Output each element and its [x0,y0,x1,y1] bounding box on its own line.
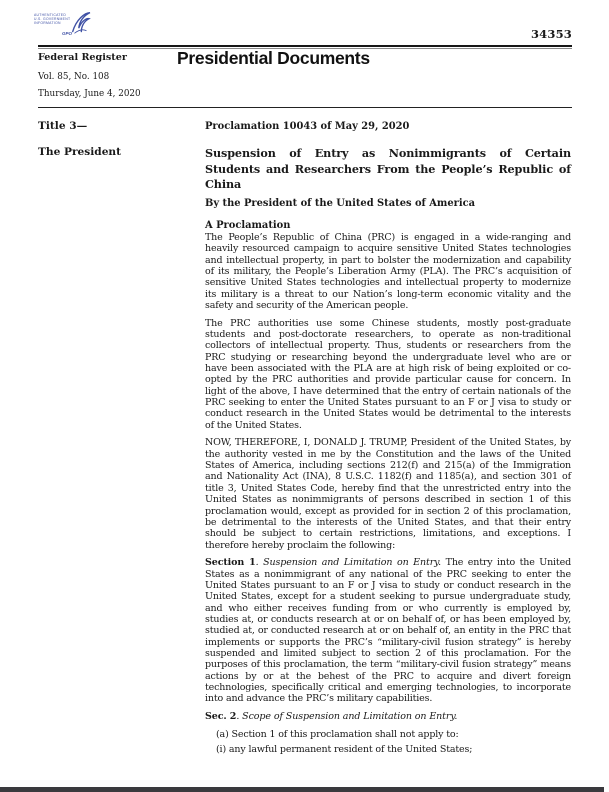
gpo-logo-line3: INFORMATION [34,21,61,26]
section-1-paragraph [205,557,571,704]
proclamation-body [205,232,571,760]
a-proclamation-heading: A Proclamation [205,220,291,231]
volume-line: Vol. 85, No. 108 [38,72,110,82]
section-2-title: . Scope of Suspension and Limitation on Entry. [236,710,458,722]
section-2-item-i: (i) any lawful permanent resident of the United States; [216,744,473,756]
body-paragraph-1: The People’s Republic of China (PRC) is engaged in a wide-ranging and heavily resourced campaign to acquire sensitive United States technologies and intellectual property, in part to bolster the modernization and capability of its military, the People’s Liberation Army (PLA). The PRC’s acquisition of sensitive United States technologies and intellectual property to modernize its military is a threat to our Nation’s long-term economic vitality and the safety and security of the American people. [205,232,571,312]
gpo-swoosh-icon [71,9,92,37]
the-president-label: The President [38,146,122,158]
page-number: 34353 [530,27,572,41]
byline: By the President of the United States of America [205,198,476,209]
gpo-logo-line1: AUTHENTICATED [34,13,67,17]
masthead-bottom-rule [38,107,572,108]
gpo-authenticated-logo [34,9,92,39]
title3-label: Title 3— [38,120,88,132]
section-1-label: Section 1 [205,557,256,569]
proclamation-title: Suspension of Entry as Nonimmigrants of Certain Students and Researchers From the People’s Republic of China [205,146,571,192]
gpo-logo-line2: U.S. GOVERNMENT [34,17,71,22]
section-heading: Presidential Documents [177,48,370,68]
section-2-label: Sec. 2 [205,710,237,722]
body-paragraph-3: NOW, THEREFORE, I, DONALD J. TRUMP, President of the United States, by the authority vested in me by the Constitution and the laws of the United States of America, including sections 212(f) and 215(a) of the Immigration and Nationality Act (INA), 8 U.S.C. 1182(f) and 1185(a), and section 301 of title 3, United States Code, hereby find that the unrestricted entry into the United States as nonimmigrants of persons described in section 1 of this proclamation would, except as provided for in section 2 of this proclamation, be detrimental to the interests of the United States, and that their entry should be subject to certain restrictions, limitations, and exceptions. I therefore hereby proclaim the following: [205,437,571,551]
gpo-logo-text [34,13,70,26]
section-2-item-a: (a) Section 1 of this proclamation shall not apply to: [216,728,459,740]
journal-name: Federal Register [38,52,127,63]
body-paragraph-2: The PRC authorities use some Chinese students, mostly post-graduate students and post-doctorate researchers, to operate as non-traditional collectors of intellectual property. Thus, students or researchers from the PRC studying or researching beyond the undergraduate level who are or have been associated with the PLA are at high risk of being exploited or co-opted by the PRC authorities and provide particular cause for concern. In light of the above, I have determined that the entry of certain nationals of the PRC seeking to enter the United States pursuant to an F or J visa to study or conduct research in the United States would be detrimental to the interests of the United States. [205,317,571,431]
bottom-edge-bar [0,787,604,792]
gpo-label: GPO [62,31,73,36]
section-1-title: . Suspension and Limitation on Entry. [255,557,446,569]
proclamation-number-line: Proclamation 10043 of May 29, 2020 [205,121,410,132]
section-1-text: The entry into the United States as a nonimmigrant of any national of the PRC seeking to enter the United States pursuant to an F or J visa to study or conduct research in the United States, except for a student seeking to pursue undergraduate study, and who either receives funding from or who currently is employed by, studies at, or conducts research at or on behalf of, or has been employed by, studied at, or conducted research at or on behalf of, an entity in the PRC that implements or supports the PRC’s “military-civil fusion strategy” is hereby suspended and limited subject to section 2 of this proclamation. For the purposes of this proclamation, the term “military-civil fusion strategy” means actions by or at the behest of the PRC to acquire and divert foreign technologies, specifically critical and emerging technologies, to incorporate into and advance the PRC’s military capabilities. [205,557,571,705]
section-2-heading [205,711,571,722]
date-line: Thursday, June 4, 2020 [38,89,141,99]
